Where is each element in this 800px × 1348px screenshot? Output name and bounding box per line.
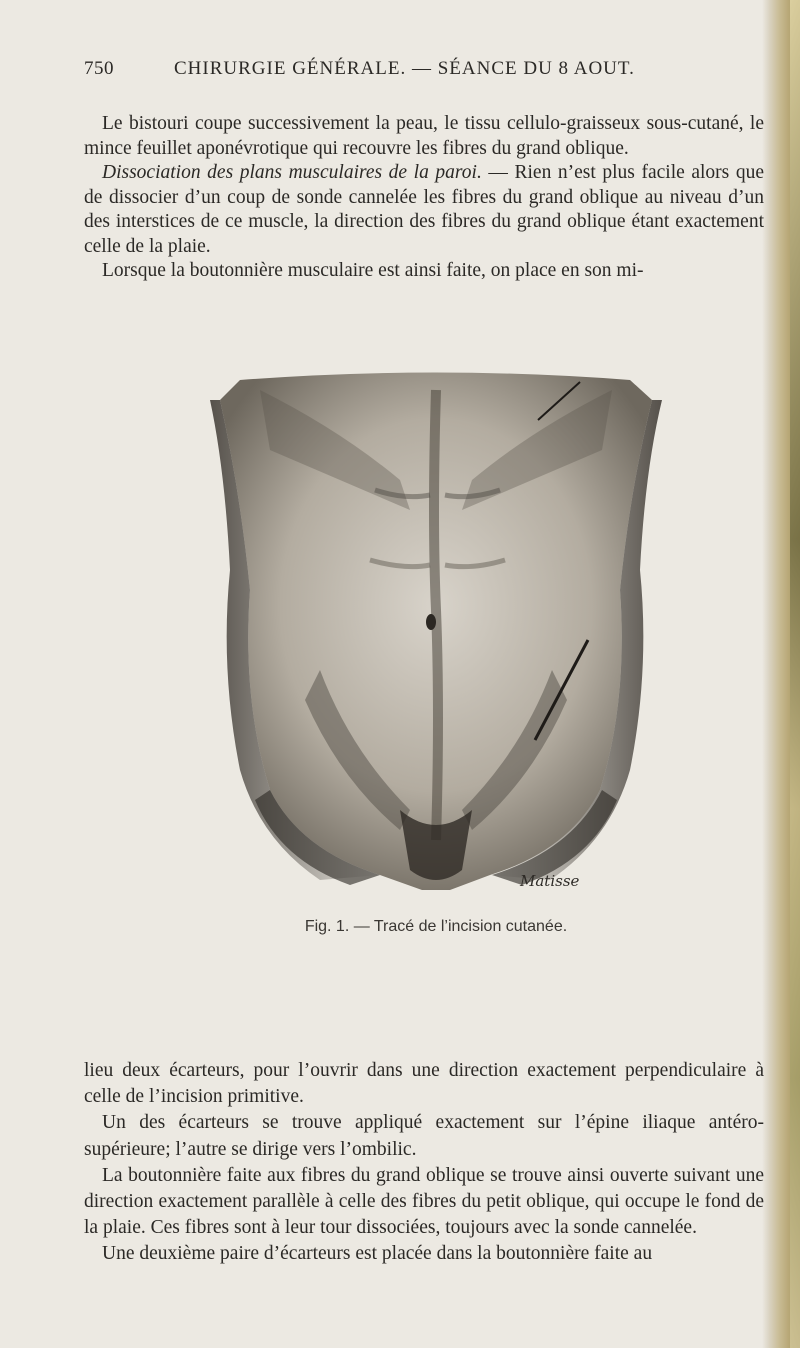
section-heading: Dissociation des plans musculaires de la paroi. xyxy=(102,162,482,183)
paragraph: La boutonnière faite aux fibres du grand oblique se trouve ainsi ouverte suivant une direction exactement parallèle à celle des fibres du petit oblique, qui occupe le fond de la plaie. Ces fibres sont à leur tour dissociées, toujours avec la sonde cannelée. xyxy=(84,1164,764,1239)
paragraph: lieu deux écarteurs, pour l’ouvrir dans une direction exactement perpendiculaire à celle de l’incision primitive. xyxy=(84,1060,764,1108)
figure-caption: Fig. 1. — Tracé de l’incision cutanée. xyxy=(304,918,568,935)
dissociation-paragraph xyxy=(84,161,764,259)
paragraph: Lorsque la boutonnière musculaire est ainsi faite, on place en son mi- xyxy=(102,260,644,281)
body-text-top xyxy=(84,112,764,284)
paragraph: Le bistouri coupe successivement la peau, le tissu cellulo-graisseux sous-cutané, le mince feuillet aponévrotique qui recouvre les fibres du grand oblique. xyxy=(84,113,764,159)
umbilicus xyxy=(426,614,436,630)
anatomical-illustration xyxy=(200,370,672,900)
running-title: CHIRURGIE GÉNÉRALE. — SÉANCE DU 8 AOUT. xyxy=(174,58,635,79)
section-text: — Rien n’est plus facile alors que de dissocier d’un coup de sonde cannelée les fibres du grand oblique au niveau d’un des interstices de ce muscle, la direction des fibres du grand oblique étant exactement celle de la plaie. xyxy=(84,162,764,257)
linea-alba xyxy=(434,390,438,840)
page-number: 750 xyxy=(84,58,114,79)
paragraph: Une deuxième paire d’écarteurs est placée dans la boutonnière faite au xyxy=(102,1243,653,1265)
page-header xyxy=(84,58,734,82)
paragraph: Un des écarteurs se trouve appliqué exactement sur l’épine iliaque antéro-supérieure; l’autre se dirige vers l’ombilic. xyxy=(84,1112,764,1160)
page-edge-shadow xyxy=(762,0,800,1348)
body-text-bottom xyxy=(84,1058,764,1268)
artist-signature: Matisse xyxy=(520,872,580,890)
torso-drawing xyxy=(200,370,672,900)
